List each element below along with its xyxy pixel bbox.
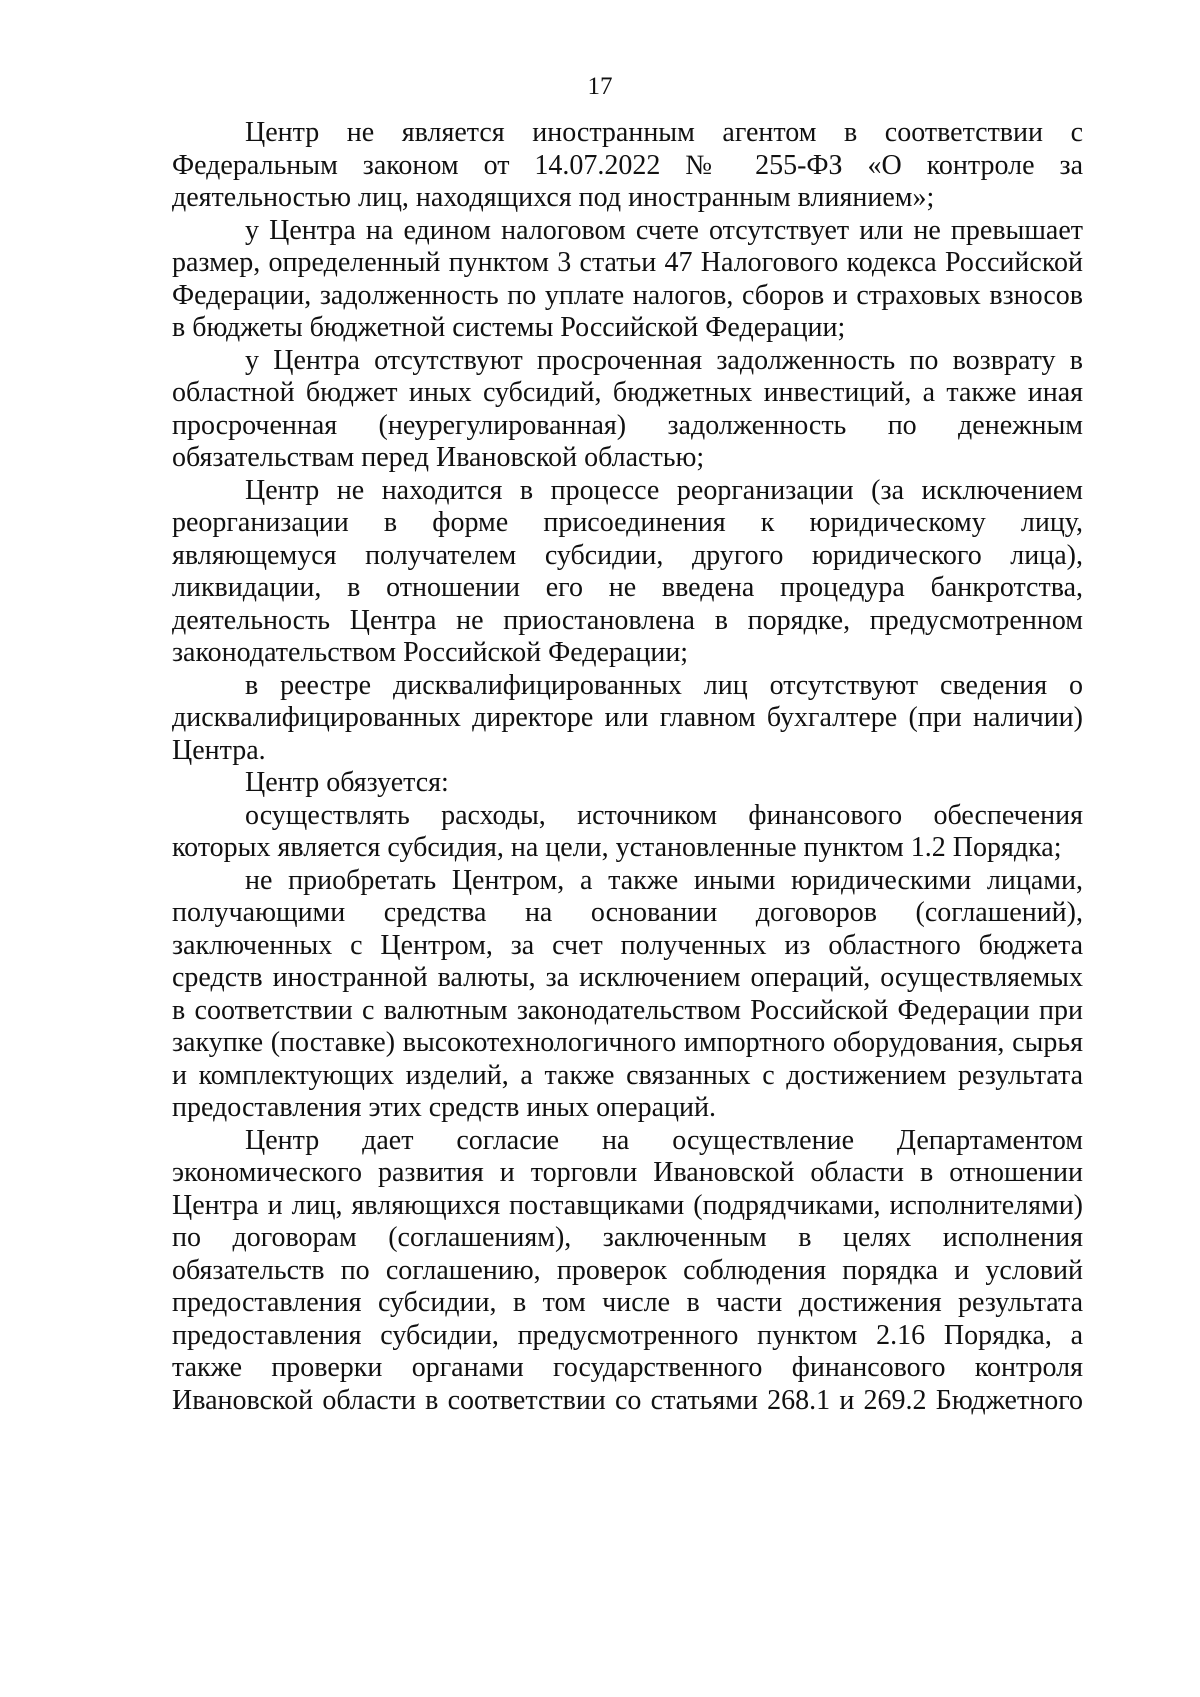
paragraph-foreign-agent: Центр не является иностранным агентом в соответствии с Федеральным законом от 14.07.2022 № 255-ФЗ «О контроле за деятельностью лиц, находящихся под иностранным влиянием»; [172, 117, 1083, 213]
document-body [172, 117, 1083, 1417]
paragraph-tax-debt: у Центра на едином налоговом счете отсутствует или не превышает размер, определенный пунктом 3 статьи 47 Налогового кодекса Российской Федерации, задолженность по уплате налогов, сборов и страховых взносов в бюджеты бюджетной системы Российской Федерации; [172, 214, 1083, 343]
paragraph-reorganization: Центр не находится в процессе реорганизации (за исключением реорганизации в форме присоединения к юридическому лицу, являющемуся получателем субсидии, другого юридического лица), ликвидации, в отношении его не введена процедура банкротства, деятельность Центра не приостановлена в порядке, предусмотренном законодательством Российской Федерации; [172, 474, 1083, 668]
paragraph-disqualified-persons: в реестре дисквалифицированных лиц отсутствуют сведения о дисквалифицированных директоре или главном бухгалтере (при наличии) Центра. [172, 669, 1083, 766]
paragraph-consent-inspections: Центр дает согласие на осуществление Департаментом экономического развития и торговли Ивановской области в отношении Центра и лиц, являющихся поставщиками (подрядчиками, исполнителями) по договорам (соглашениям), заключенным в целях исполнения обязательств по соглашению, проверок соблюдения порядка и условий предоставления субсидии, в том числе в части достижения результата предоставления субсидии, предусмотренного пунктом 2.16 Порядка, а также проверки органами государственного финансового контроля Ивановской области в соответствии со статьями 268.1 и 269.2 Бюджетного [172, 1124, 1083, 1416]
paragraph-overdue-debt: у Центра отсутствуют просроченная задолженность по возврату в областной бюджет иных субсидий, бюджетных инвестиций, а также иная просроченная (неурегулированная) задолженность по денежным обязательствам перед Ивановской областью; [172, 344, 1083, 473]
paragraph-foreign-currency: не приобретать Центром, а также иными юридическими лицами, получающими средства на основании договоров (соглашений), заключенных с Центром, за счет полученных из областного бюджета средств иностранной валюты, за исключением операций, осуществляемых в соответствии с валютным законодательством Российской Федерации при закупке (поставке) высокотехнологичного импортного оборудования, сырья и комплектующих изделий, а также связанных с достижением результата предоставления этих средств иных операций. [172, 864, 1083, 1123]
page-number: 17 [587, 73, 613, 100]
paragraph-expenses: осуществлять расходы, источником финансового обеспечения которых является субсидия, на цели, установленные пунктом 1.2 Порядка; [172, 799, 1083, 863]
paragraph-obligations-heading: Центр обязуется: [245, 767, 449, 798]
